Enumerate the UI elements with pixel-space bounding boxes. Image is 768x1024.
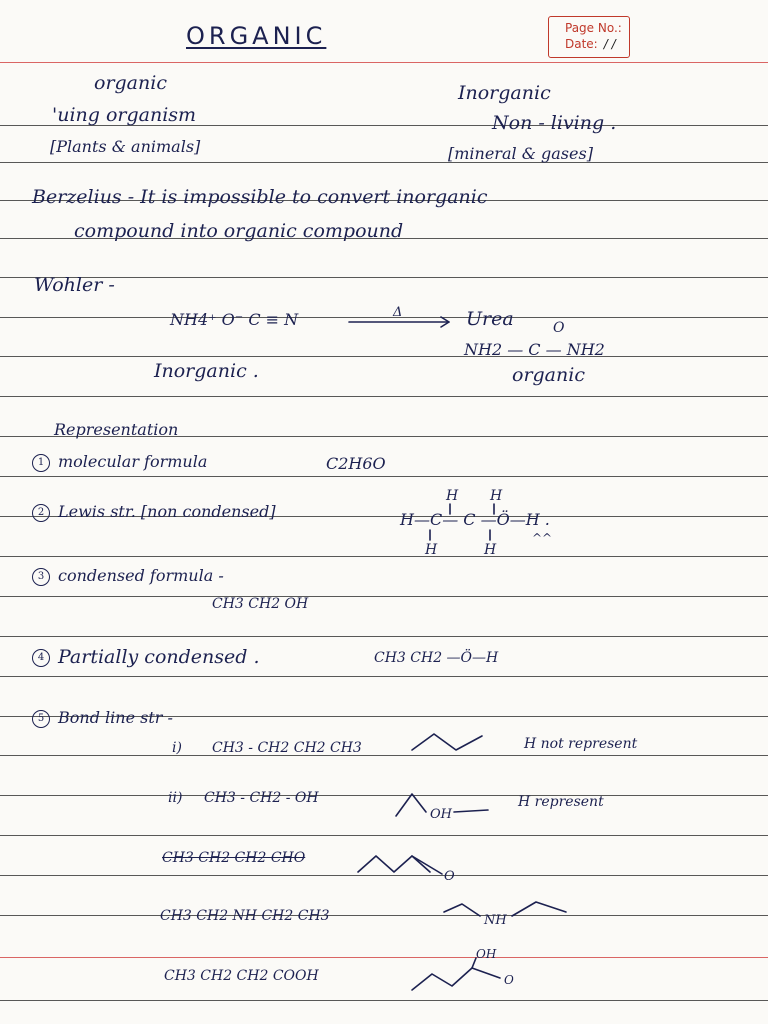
wohler-product: Urea [466, 308, 514, 330]
molecular-formula: C2H6O [326, 454, 386, 473]
red-margin-line [0, 62, 768, 63]
organic-line2: [Plants & animals] [50, 137, 201, 156]
ruled-line [0, 476, 768, 477]
bond-line-prefix: ii) [168, 790, 183, 806]
representation-item: 1 molecular formula [32, 452, 207, 472]
page-no-label: Page No.: [565, 21, 622, 35]
representation-item: 5 Bond line str - [32, 708, 173, 728]
organic-line1: 'uing organism [52, 104, 197, 126]
bond-line-formula: CH3 - CH2 - OH [204, 790, 319, 806]
ruled-line [0, 835, 768, 836]
ruled-line [0, 1000, 768, 1001]
svg-text:H: H [484, 542, 497, 558]
ethanol-skeletal-icon [392, 786, 512, 822]
inorganic-heading: Inorganic [458, 82, 551, 104]
partial-condensed-formula: CH3 CH2 —Ö—H [374, 650, 499, 666]
heat-symbol: Δ [393, 305, 403, 320]
bond-line-group: O [444, 869, 455, 884]
svg-text:H: H [446, 488, 459, 504]
representation-item: 4 Partially condensed . [32, 646, 260, 668]
berzelius-line2: compound into organic compound [74, 220, 404, 242]
representation-heading: Representation [54, 420, 179, 439]
bond-line-note: H represent [518, 794, 604, 810]
ruled-line [0, 676, 768, 677]
butanoic-acid-skeletal-icon [406, 946, 546, 996]
wohler-product-type: organic [512, 364, 585, 386]
bond-line-note: H not represent [524, 736, 638, 752]
organic-heading: organic [94, 72, 167, 94]
butane-skeletal-icon [408, 728, 488, 756]
butanal-skeletal-icon [354, 848, 474, 884]
ruled-line [0, 755, 768, 756]
ruled-line [0, 636, 768, 637]
inorganic-line1: Non - living . [492, 112, 617, 134]
urea-oxygen: O [553, 320, 565, 336]
bond-line-group: OH [476, 947, 497, 961]
ruled-line [0, 795, 768, 796]
ruled-line [0, 396, 768, 397]
bond-line-formula: CH3 CH2 CH2 COOH [164, 968, 319, 984]
reaction-arrow-icon [345, 304, 455, 334]
wohler-reactant-type: Inorganic . [154, 360, 259, 382]
lewis-formula: H—C— C —Ö—H . [400, 510, 550, 529]
page-title: ORGANIC [186, 22, 327, 50]
red-bottom-line [0, 957, 768, 958]
representation-item: 3 condensed formula - [32, 566, 224, 586]
representation-item: 2 Lewis str. [non condensed] [32, 502, 276, 522]
svg-text:H: H [490, 488, 503, 504]
date-value: / / [603, 37, 616, 51]
ruled-line [0, 596, 768, 597]
date-label: Date: [565, 37, 598, 51]
bond-line-group: OH [430, 807, 452, 822]
svg-text:^^: ^^ [532, 531, 553, 545]
ruled-line [0, 356, 768, 357]
bond-line-formula: CH3 CH2 CH2 CHO [162, 850, 306, 866]
bond-line-prefix: i) [172, 740, 182, 756]
ruled-line [0, 915, 768, 916]
urea-formula: NH2 — C — NH2 [464, 340, 605, 359]
bond-line-formula: CH3 CH2 NH CH2 CH3 [160, 908, 330, 924]
berzelius-line1: Berzelius - It is impossible to convert inorganic [32, 186, 488, 208]
inorganic-line2: [mineral & gases] [448, 144, 593, 163]
ruled-line [0, 556, 768, 557]
condensed-formula: CH3 CH2 OH [212, 596, 309, 612]
diethylamine-skeletal-icon [440, 898, 580, 932]
ruled-line [0, 162, 768, 163]
bond-line-group2: O [504, 973, 514, 987]
wohler-label: Wohler - [34, 274, 115, 296]
lewis-structure-diagram [398, 478, 628, 562]
ruled-line [0, 277, 768, 278]
page-date-stamp [548, 16, 630, 58]
bond-line-formula: CH3 - CH2 CH2 CH3 [212, 740, 362, 756]
wohler-reactant: NH4⁺ O⁻ C ≡ N [170, 310, 299, 329]
svg-text:H: H [425, 542, 438, 558]
bond-line-group: NH [484, 913, 507, 928]
